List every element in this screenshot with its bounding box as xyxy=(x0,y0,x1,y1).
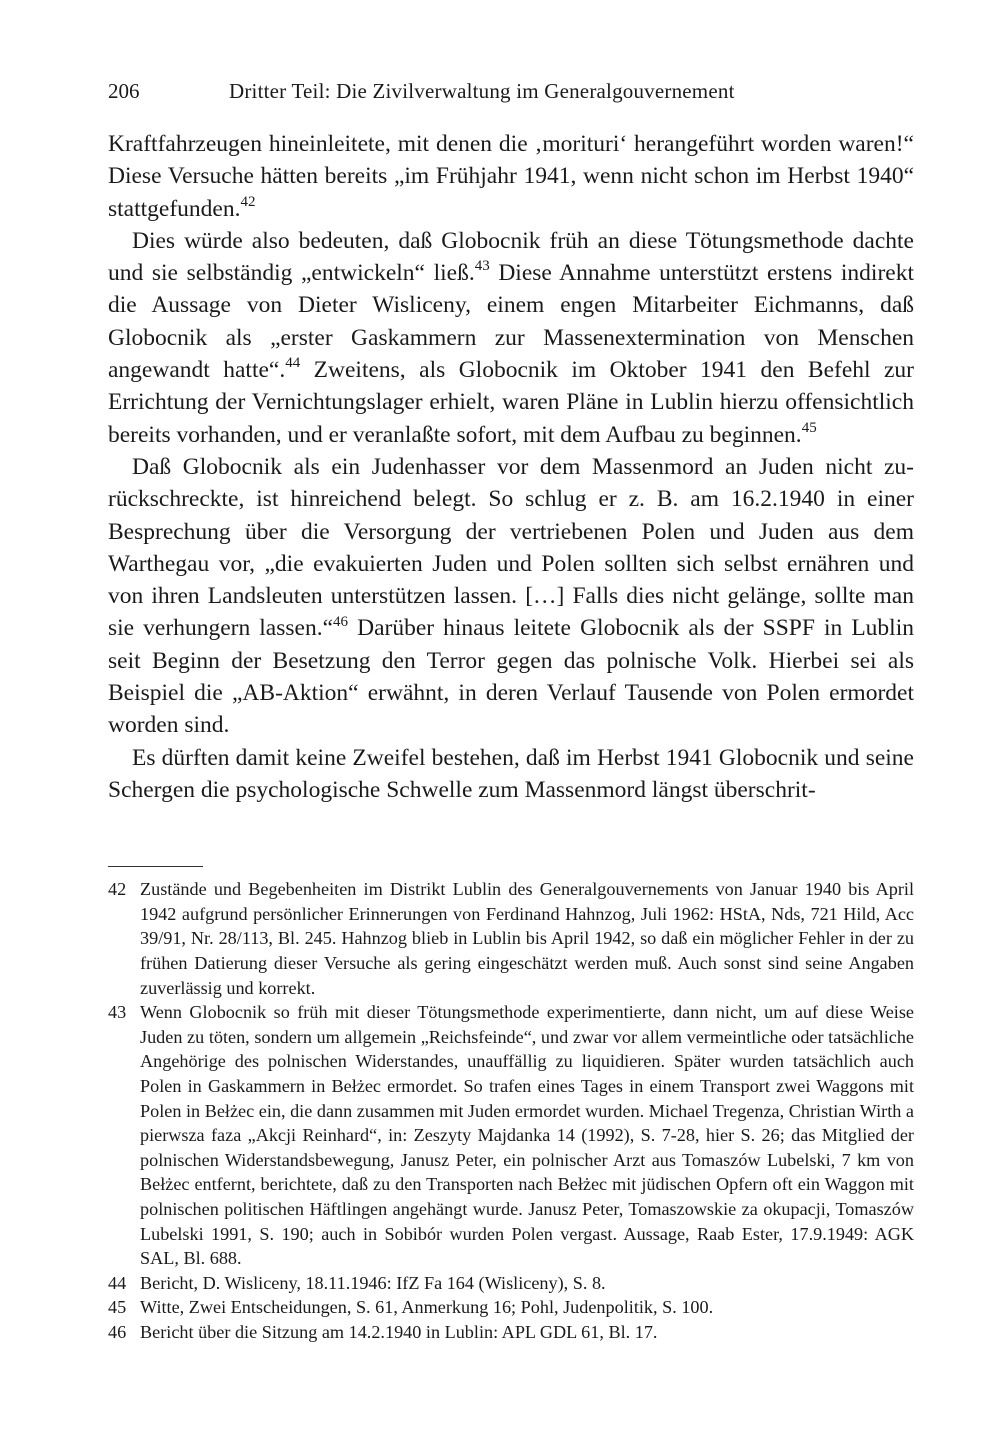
text-run: Diese Annahme unterstützt erstens indirekt die Aussage von Dieter Wisliceny, einem engen Mitarbeiter Eichmanns, daß Globocnik als „erster Gaskammern zur Massenextermination von Menschen angewandt hatte“. xyxy=(108,260,914,384)
book-page xyxy=(108,74,914,1345)
footnote-number: 45 xyxy=(108,1297,127,1318)
paragraph xyxy=(108,225,914,451)
footnote-reference: 42 xyxy=(240,193,256,210)
text-run: Dies würde also bedeuten, daß Globocnik früh an diese Tötungsmethode dachte und sie selbständig „entwickeln“ ließ. xyxy=(108,227,914,287)
footnote xyxy=(108,1295,914,1320)
footnote-text: Zustände und Begebenheiten im Distrikt Lublin des Generalgouvernements von Januar 1940 bis April 1942 aufgrund persönlicher Erinnerungen von Ferdinand Hahnzog, Juli 1962: HStA, Nds, 721 Hild, Acc 39/91, Nr. 28/113, Bl. 245. Hahnzog blieb in Lublin bis April 1942, so daß ein möglicher Fehler in der zu frühen Datierung dieser Versuche als gering eingeschätzt werden muß. Auch sonst sind seine Angaben zuverlässig und korrekt. xyxy=(140,879,914,998)
paragraph xyxy=(108,451,914,742)
running-header xyxy=(108,74,914,108)
paragraph xyxy=(108,128,914,225)
text-run: Es dürften damit keine Zweifel bestehen, daß im Herbst 1941 Globocnik und seine Schergen die psychologische Schwelle zum Massenmord längst überschrit- xyxy=(108,744,914,803)
page-number: 206 xyxy=(108,79,140,103)
footnote-separator xyxy=(108,866,203,867)
footnote-reference: 45 xyxy=(801,419,817,436)
footnotes xyxy=(108,877,914,1344)
main-text xyxy=(108,128,914,806)
running-title: Dritter Teil: Die Zivilverwaltung im Generalgouvernement xyxy=(229,79,735,103)
footnote-number: 42 xyxy=(108,879,127,900)
text-run: Darüber hinaus leitete Globocnik als der SSPF in Lublin seit Beginn der Besetzung den Terror gegen das polnische Volk. Hierbei sei als Beispiel die „AB-Aktion“ erwähnt, in deren Verlauf Tausende von Polen ermordet worden sind. xyxy=(108,615,914,739)
text-run: Daß Globocnik als ein Judenhasser vor dem Massenmord an Juden nicht zurückschreckte, ist hinreichend belegt. So schlug er z. B. am 16.2.1940 in einer Besprechung über die Versorgung der vertriebenen Polen und Juden aus dem Warthegau vor, „die evakuierten Juden und Polen sollten sich selbst ernähren und von ihren Landsleuten unterstützen lassen. […] Falls dies nicht gelänge, sollte man sie verhungern lassen.“ xyxy=(108,453,914,642)
footnote-reference: 44 xyxy=(285,355,301,372)
footnote-text: Bericht, D. Wisliceny, 18.11.1946: IfZ Fa 164 (Wisliceny), S. 8. xyxy=(140,1272,606,1293)
footnote-text: Bericht über die Sitzung am 14.2.1940 in Lublin: APL GDL 61, Bl. 17. xyxy=(140,1321,658,1342)
text-run: Kraftfahrzeugen hineinleitete, mit denen die ‚morituri‘ herangeführt worden waren!“ Diese Versuche hätten bereits „im Frühjahr 1941, wenn nicht schon im Herbst 1940“ stattgefunden. xyxy=(108,131,914,222)
text-run: Zweitens, als Globocnik im Oktober 1941 den Befehl zur Errichtung der Vernichtungslager erhielt, waren Pläne in Lublin hierzu offensichtlich bereits vorhanden, und er veranlaßte sofort, mit dem Aufbau zu beginnen. xyxy=(108,357,914,448)
footnote xyxy=(108,1320,914,1345)
footnote xyxy=(108,877,914,1000)
paragraph xyxy=(108,742,914,807)
footnote-reference: 46 xyxy=(333,613,349,630)
footnote-text: Witte, Zwei Entscheidungen, S. 61, Anmerkung 16; Pohl, Judenpolitik, S. 100. xyxy=(140,1297,714,1318)
footnote xyxy=(108,1271,914,1296)
footnote-number: 46 xyxy=(108,1321,127,1342)
footnote-number: 43 xyxy=(108,1002,127,1023)
footnote-number: 44 xyxy=(108,1272,127,1293)
footnote-reference: 43 xyxy=(474,258,490,275)
footnote xyxy=(108,1000,914,1271)
footnote-text: Wenn Globocnik so früh mit dieser Tötungsmethode experimentierte, dann nicht, um auf diese Weise Juden zu töten, sondern um allgemein „Reichsfeinde“, und zwar vor allem vermeintliche oder tatsächliche Angehörige des polnischen Widerstandes, unauffällig zu liquidieren. Später wurden tatsächlich auch Polen in Gaskammern in Bełżec ermordet. So trafen eines Tages in einem Transport zwei Waggons mit Polen in Bełżec ein, die dann zusammen mit Juden ermordet wurden. Michael Tregenza, Christian Wirth a pierwsza faza „Akcji Reinhard“, in: Zeszyty Majdanka 14 (1992), S. 7-28, hier S. 26; das Mitglied der polnischen Widerstandsbewegung, Janusz Peter, ein polnischer Arzt aus Tomaszów Lubelski, 7 km von Bełżec entfernt, berichtete, daß zu den Transporten nach Bełżec mit jüdischen Opfern oft ein Waggon mit polnischen politischen Häftlingen angehängt wurde. Janusz Peter, Tomaszowskie za okupacji, Tomaszów Lubelski 1991, S. 190; auch in Sobibór wurden Polen vergast. Aussage, Raab Ester, 17.9.1949: AGK SAL, Bl. 688. xyxy=(140,1002,914,1269)
